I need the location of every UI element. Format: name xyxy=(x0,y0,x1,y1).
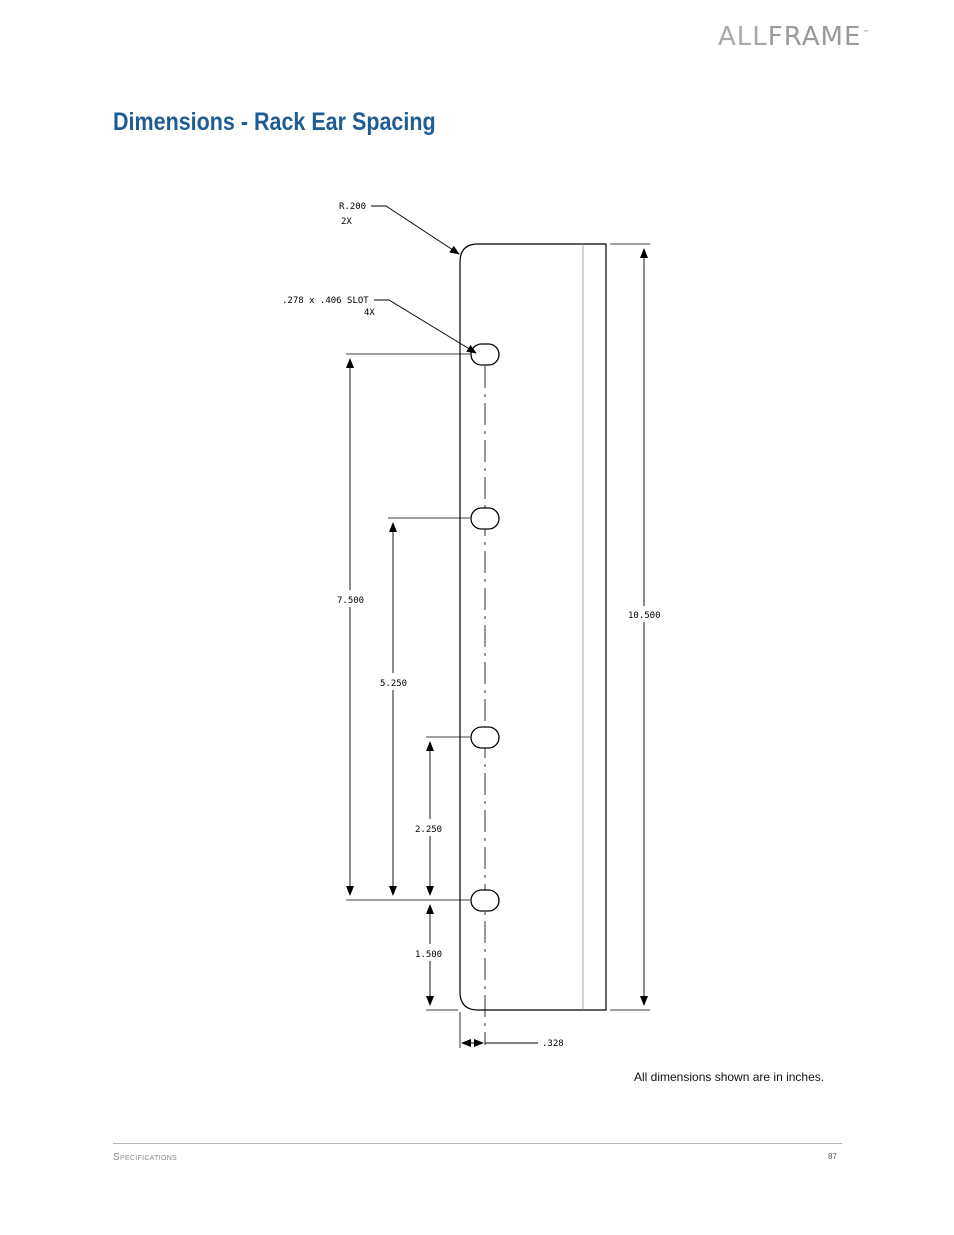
slot-callout: .278 x .406 SLOT xyxy=(282,296,369,306)
overall-height-dimension: 10.500 xyxy=(628,611,661,621)
slot-second-dimension: 5.250 xyxy=(380,679,408,689)
footer-section: Specifications xyxy=(113,1152,178,1163)
mounting-slot xyxy=(471,727,499,748)
logo-main-text: FRAME xyxy=(767,22,862,52)
logo-light-text: ALL xyxy=(718,22,768,52)
mounting-slot xyxy=(471,890,499,911)
slot-third-dimension: 2.250 xyxy=(415,825,443,835)
radius-qty: 2X xyxy=(341,217,352,227)
slot-top-dimension: 7.500 xyxy=(337,596,365,606)
slot-leader xyxy=(374,300,476,353)
slot-offset-dimension: .328 xyxy=(542,1039,564,1049)
radius-leader xyxy=(371,206,459,254)
mounting-slot xyxy=(471,508,499,529)
page-title: Dimensions - Rack Ear Spacing xyxy=(113,108,436,136)
footer-rule xyxy=(113,1143,842,1144)
page-number: 87 xyxy=(828,1152,837,1161)
slot-qty: 4X xyxy=(364,308,375,318)
slot-bottom-dimension: 1.500 xyxy=(415,950,443,960)
logo-trademark: ™ xyxy=(862,29,871,38)
units-note: All dimensions shown are in inches. xyxy=(634,1070,825,1084)
radius-callout: R.200 xyxy=(339,202,367,212)
mounting-slot xyxy=(471,344,499,365)
